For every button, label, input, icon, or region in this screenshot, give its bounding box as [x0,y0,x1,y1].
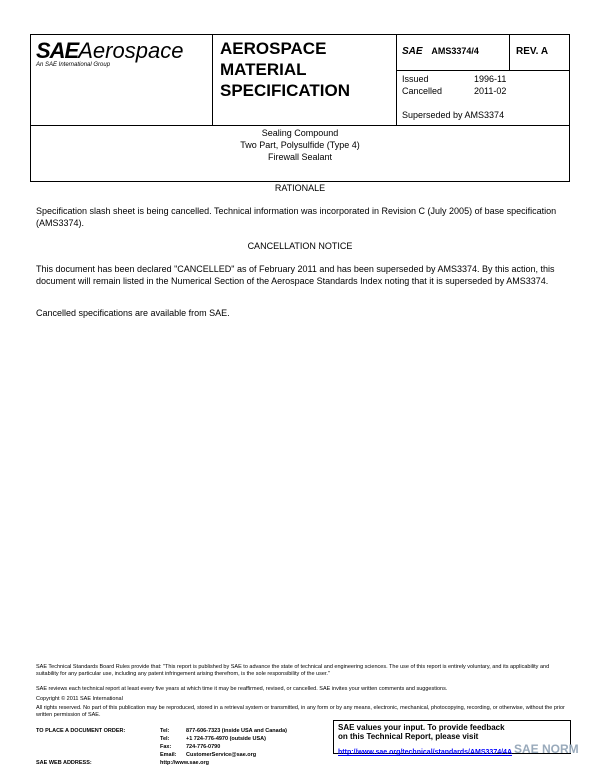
superseded-note: Superseded by AMS3374 [402,110,505,120]
web-label: SAE WEB ADDRESS: [36,760,92,766]
logo-sae-text: SAE [36,38,79,63]
cancellation-heading: CANCELLATION NOTICE [247,241,353,251]
header-divider-3 [509,34,510,70]
web-value[interactable]: http://www.sae.org [160,760,209,766]
spec-title [220,38,350,101]
footer-copyright: Copyright © 2011 SAE International [36,696,123,702]
header-divider-1 [212,34,213,126]
order-label: TO PLACE A DOCUMENT ORDER: [36,728,126,734]
email-label: Email: [160,752,177,758]
logo-aerospace-text: Aerospace [78,38,184,63]
sae-mark: SAE [402,46,423,57]
issued-label: Issued [402,74,429,84]
subject-line1: Sealing Compound [261,128,339,138]
rationale-heading: RATIONALE [274,183,326,193]
header-divider-2 [396,34,397,126]
tel2-value: +1 724-776-4970 (outside USA) [186,736,266,742]
subject-line3: Firewall Sealant [267,152,333,162]
footer-rights-text: All rights reserved. No part of this publication may be reproduced, stored in a retrieval system or transmitted, in any form or by any means, electronic, mechanical, photocopying, recording, or otherwise, without the prior written permission of SAE. [36,705,565,718]
sae-aerospace-logo [36,38,183,64]
issued-value: 1996-11 [474,74,507,84]
spec-title-line1: AEROSPACE [220,39,327,58]
availability-text: Cancelled specifications are available from SAE. [36,308,230,318]
subject-line2: Two Part, Polysulfide (Type 4) [240,140,360,150]
fax-label: Fax: [160,744,172,750]
spec-title-line3: SPECIFICATION [220,81,351,100]
doc-number-block [402,46,479,57]
tel-label: Tel: [160,728,170,734]
footer-review-text: SAE reviews each technical report at least every five years at which time it may be reaffirmed, revised, or cancelled. SAE invites your written comments and suggestions. [36,686,448,692]
tel-value: 877-606-7323 (inside USA and Canada) [186,728,287,734]
cancelled-label: Cancelled [402,86,443,96]
fax-value: 724-776-0790 [186,744,221,750]
footer-rules-text: SAE Technical Standards Board Rules provide that: "This report is published by SAE to advance the state of technical and engineering sciences. The use of this report is entirely voluntary, and its applicability and suitability for any particular use, including any patent infringement arising therefrom, is the sole responsibility of the user." [36,664,550,677]
rationale-text: Specification slash sheet is being cancelled. Technical information was incorporated in Revision C (July 2005) of base specification (AMS3374). [36,206,557,228]
email-value[interactable]: CustomerService@sae.org [186,752,257,758]
sae-norm-watermark: SAE NORM [514,742,579,756]
feedback-line2: on this Technical Report, please visit [338,732,479,741]
tel2-label: Tel: [160,736,170,742]
revision: REV. A [516,46,549,57]
cancelled-value: 2011-02 [474,86,507,96]
doc-number: AMS3374/4 [431,46,479,56]
logo-tagline: An SAE International Group [36,62,111,68]
spec-title-line2: MATERIAL [220,60,307,79]
header-hline [396,70,570,71]
feedback-line1: SAE values your input. To provide feedback [338,723,505,732]
cancellation-text: This document has been declared "CANCELLED" as of February 2011 and has been superseded by AMS3374. By this action, this document will remain listed in the Numerical Section of the Aerospace Standards Index noting that it is superseded by AMS3374. [36,264,555,286]
feedback-link[interactable]: http://www.sae.org/technical/standards/AMS3374/4A [338,749,513,756]
